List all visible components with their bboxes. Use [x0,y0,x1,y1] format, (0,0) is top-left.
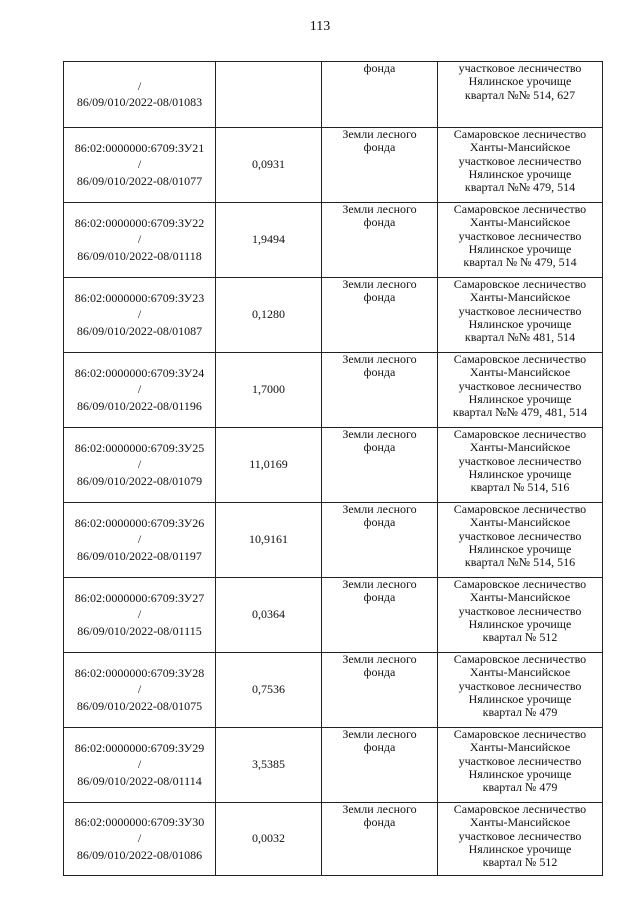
location-line: Самаровское лесничество [453,427,587,441]
location-line: Ханты-Мансийское [469,215,571,230]
table-row [64,278,603,353]
cadastral-separator: / [137,78,142,93]
location-line: Самаровское лесничество [453,127,587,141]
location-line: квартал №№ 481, 514 [464,330,576,345]
land-category-cell [322,128,438,203]
cadastral-number: 86:02:0000000:6709:ЗУ27 [74,591,205,606]
cadastral-number: 86:02:0000000:6709:ЗУ26 [74,516,205,531]
cadastral-number-cell [64,203,216,278]
location-line: участковое лесничество [458,828,582,843]
location-line: участковое лесничество [458,153,582,168]
location-line: Нялинское урочище [468,166,572,181]
location-line: Самаровское лесничество [453,727,587,741]
land-category-cell [322,503,438,578]
land-category-cell [322,353,438,428]
page-number: 113 [309,19,331,34]
location-line: Нялинское урочище [468,541,572,556]
land-category: Земли лесного фонда [342,652,417,680]
location-line: Самаровское лесничество [453,352,587,366]
location-cell [438,278,603,353]
cadastral-number: 86:02:0000000:6709:ЗУ22 [74,216,205,231]
location-line: участковое лесничество [458,228,582,243]
cadastral-number-cell [64,653,216,728]
location-line: участковое лесничество [458,378,582,393]
table-row [64,62,603,128]
location-line: квартал № 514, 516 [470,480,570,495]
location-cell [438,203,603,278]
location-line: Ханты-Мансийское [469,440,571,455]
location-line: Нялинское урочище [468,691,572,706]
location-line: Самаровское лесничество [453,502,587,516]
location-line: квартал № 479 [482,705,558,720]
location-line: Нялинское урочище [468,74,572,89]
table-row [64,578,603,653]
registry-number: 86/09/010/2022-08/01083 [76,95,203,109]
land-category: Земли лесного фонда [342,127,417,155]
table-row [64,203,603,278]
cadastral-separator: / [137,307,142,322]
registry-number: 86/09/010/2022-08/01197 [77,548,202,563]
area-cell: 11,0169 [216,428,322,503]
land-category-cell [322,803,438,876]
location-line: Ханты-Мансийское [469,740,571,755]
location-cell [438,803,603,876]
land-category-cell [322,728,438,803]
location-cell [438,62,603,128]
cadastral-separator: / [137,607,142,622]
location-line: Самаровское лесничество [453,577,587,591]
area-cell: 0,0931 [216,128,322,203]
location-line: квартал № 479 [482,780,558,795]
table-row [64,503,603,578]
registry-number: 86/09/010/2022-08/01079 [76,473,203,488]
land-category-cell [322,653,438,728]
cadastral-number: 86:02:0000000:6709:ЗУ23 [74,291,205,306]
land-category-cell [322,578,438,653]
location-line: участковое лесничество [458,303,582,318]
cadastral-number-cell [64,278,216,353]
land-category: Земли лесного фонда [342,352,417,380]
registry-number: 86/09/010/2022-08/01196 [77,398,202,413]
location-line: участковое лесничество [458,753,582,768]
location-cell [438,578,603,653]
cadastral-separator: / [137,532,142,547]
location-line: участковое лесничество [458,61,582,75]
location-line: Ханты-Мансийское [469,515,571,530]
area-cell: 0,7536 [216,653,322,728]
location-line: Нялинское урочище [468,241,572,256]
cadastral-separator: / [137,382,142,397]
location-line: участковое лесничество [458,453,582,468]
cadastral-number-cell [64,353,216,428]
table-row [64,128,603,203]
table-body [64,62,603,876]
table-row [64,728,603,803]
location-cell [438,653,603,728]
area-cell: 1,9494 [216,203,322,278]
location-cell [438,428,603,503]
land-category: Земли лесного фонда [342,577,417,605]
location-line: квартал №№ 479, 514 [464,180,576,195]
location-line: квартал №№ 514, 627 [464,87,576,102]
location-line: квартал №№ 514, 516 [464,555,576,570]
location-line: квартал № 512 [482,630,558,645]
cadastral-number-cell [64,128,216,203]
location-cell [438,128,603,203]
location-cell [438,353,603,428]
location-line: Ханты-Мансийское [469,365,571,380]
area-cell: 3,5385 [216,728,322,803]
area-cell: 0,1280 [216,278,322,353]
location-line: Нялинское урочище [468,766,572,781]
location-line: Самаровское лесничество [453,277,587,291]
area-cell: 0,0364 [216,578,322,653]
land-category-cell [322,428,438,503]
land-category-cell [322,203,438,278]
land-category-cell [322,278,438,353]
location-line: Ханты-Мансийское [469,290,571,305]
location-line: Самаровское лесничество [453,202,587,216]
land-category: Земли лесного фонда [342,427,417,455]
location-line: Нялинское урочище [468,391,572,406]
location-line: Самаровское лесничество [453,802,587,816]
area-cell: 0,0032 [216,803,322,876]
location-line: Нялинское урочище [468,841,572,856]
land-category: Земли лесного фонда [342,727,417,755]
registry-number: 86/09/010/2022-08/01075 [76,698,203,713]
location-cell [438,503,603,578]
cadastral-number-cell [64,803,216,876]
cadastral-number: 86:02:0000000:6709:ЗУ25 [74,441,205,456]
table-row [64,428,603,503]
table-row [64,803,603,876]
cadastral-number-cell [64,428,216,503]
location-line: участковое лесничество [458,678,582,693]
location-line: Ханты-Мансийское [469,665,571,680]
registry-number: 86/09/010/2022-08/01087 [76,323,203,338]
location-line: Ханты-Мансийское [469,815,571,830]
location-line: Нялинское урочище [468,616,572,631]
land-category: Земли лесного фонда [342,277,417,305]
cadastral-number-cell [64,728,216,803]
area-cell: 1,7000 [216,353,322,428]
location-line: участковое лесничество [458,528,582,543]
registry-number: 86/09/010/2022-08/01086 [76,847,203,862]
location-line: квартал № 512 [482,855,558,870]
location-cell [438,728,603,803]
cadastral-separator: / [137,757,142,772]
location-line: Самаровское лесничество [453,652,587,666]
location-line: Ханты-Мансийское [469,590,571,605]
table-row [64,653,603,728]
cadastral-number-cell [64,578,216,653]
registry-number: 86/09/010/2022-08/01115 [77,623,202,638]
cadastral-separator: / [137,232,142,247]
land-category: Земли лесного фонда [342,502,417,530]
land-category: Земли лесного фонда [342,802,417,830]
cadastral-number: 86:02:0000000:6709:ЗУ28 [74,666,205,681]
registry-number: 86/09/010/2022-08/01118 [77,248,202,263]
cadastral-number-cell [64,503,216,578]
registry-number: 86/09/010/2022-08/01114 [77,773,202,788]
land-category-cell: фонда [322,62,438,128]
land-category: Земли лесного фонда [342,202,417,230]
location-line: квартал №№ 479, 481, 514 [452,405,588,420]
location-line: Нялинское урочище [468,316,572,331]
area-cell [216,62,322,128]
location-line: участковое лесничество [458,603,582,618]
cadastral-separator: / [137,682,142,697]
table-row [64,353,603,428]
cadastral-number-cell [64,62,216,128]
land-plots-table [63,61,603,876]
registry-number: 86/09/010/2022-08/01077 [76,173,203,188]
cadastral-separator: / [137,457,142,472]
location-line: квартал № № 479, 514 [463,255,577,270]
cadastral-separator: / [137,831,142,846]
cadastral-number: 86:02:0000000:6709:ЗУ30 [74,815,205,830]
cadastral-number: 86:02:0000000:6709:ЗУ24 [74,366,205,381]
cadastral-number: 86:02:0000000:6709:ЗУ21 [74,141,205,156]
cadastral-number: 86:02:0000000:6709:ЗУ29 [74,741,205,756]
location-line: Ханты-Мансийское [469,140,571,155]
cadastral-separator: / [137,157,142,172]
location-line: Нялинское урочище [468,466,572,481]
area-cell: 10,9161 [216,503,322,578]
